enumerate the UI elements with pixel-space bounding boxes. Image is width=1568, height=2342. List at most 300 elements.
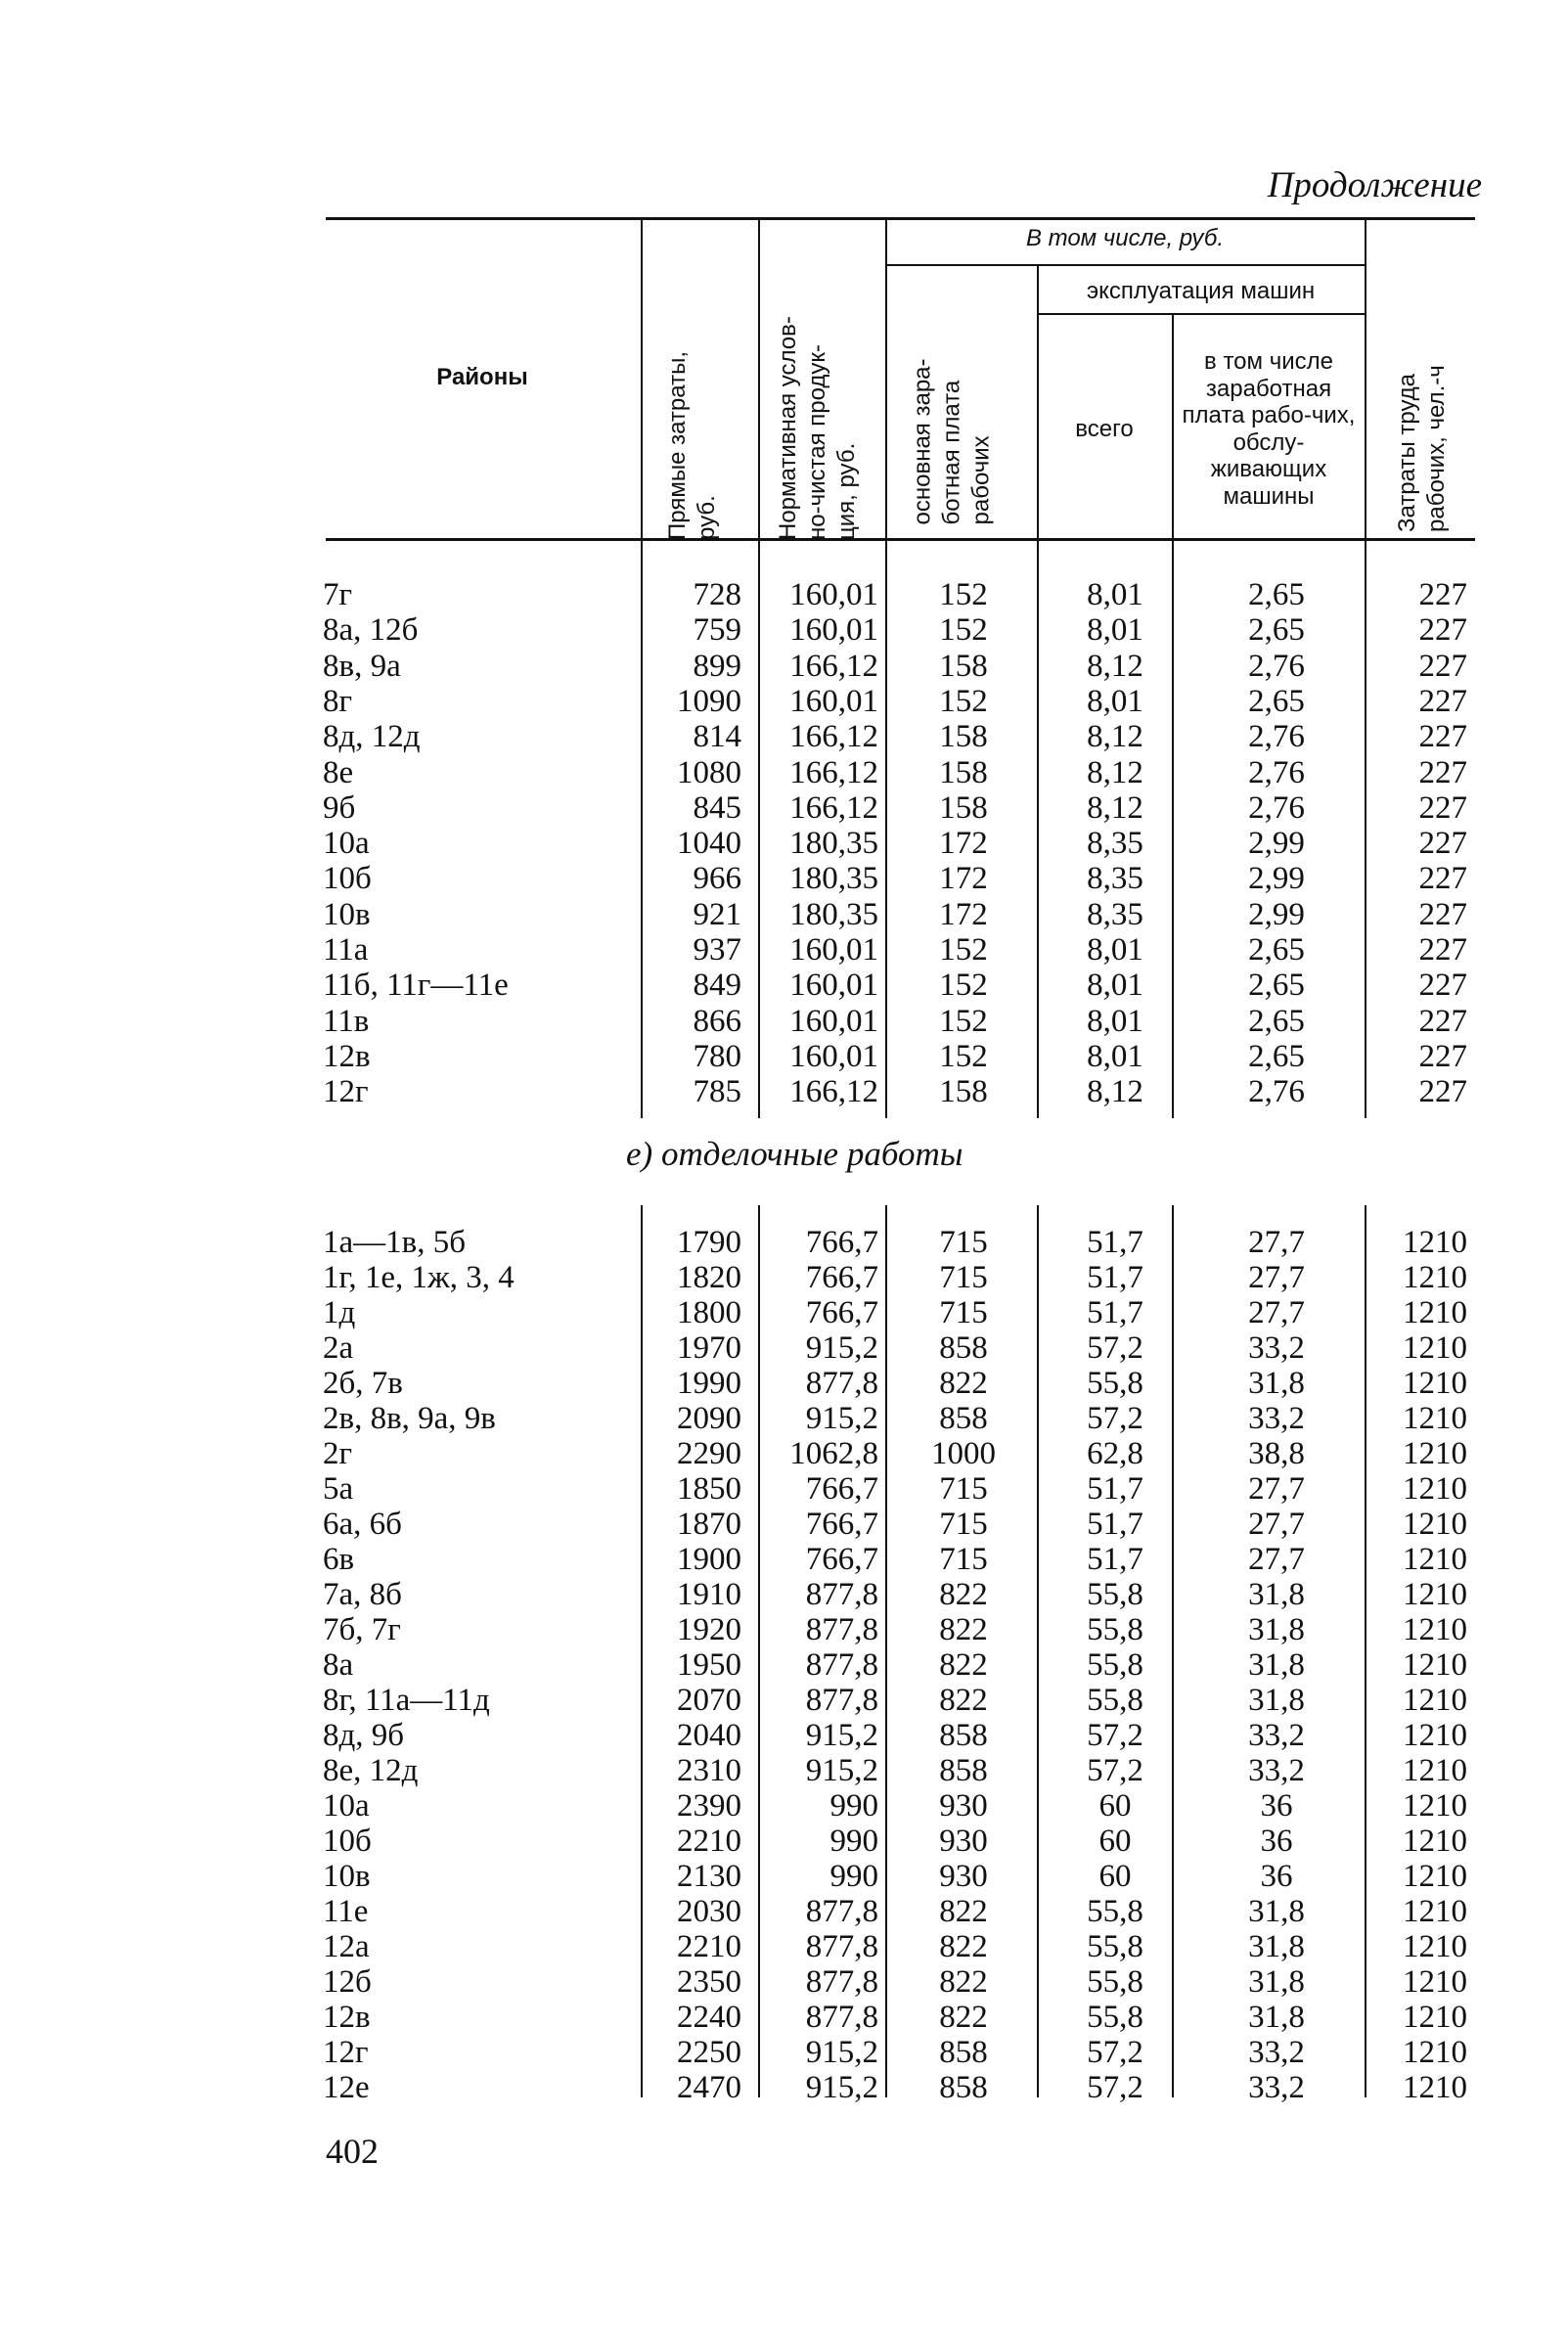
normative-output-cell: 915,2 [805, 1330, 878, 1366]
normative-output-cell: 766,7 [805, 1295, 878, 1330]
machine-wage-cell: 2,65 [1248, 612, 1305, 649]
labor-cell: 227 [1418, 648, 1467, 684]
machine-total-cell: 55,8 [1087, 1964, 1143, 2000]
base-wage-cell: 822 [939, 1683, 988, 1718]
labor-cell: 1210 [1403, 1471, 1467, 1507]
labor-cell: 1210 [1403, 1366, 1467, 1401]
table-row [0, 1507, 1568, 1542]
table-row [0, 612, 1568, 648]
normative-output-cell: 915,2 [805, 1753, 878, 1788]
machine-wage-cell: 2,65 [1248, 1038, 1305, 1074]
header-divider-1 [641, 217, 643, 538]
table-row [0, 897, 1568, 932]
direct-costs-cell: 759 [693, 612, 741, 649]
base-wage-cell: 158 [939, 719, 988, 755]
machine-wage-cell: 31,8 [1248, 1683, 1305, 1718]
base-wage-cell: 858 [939, 2070, 988, 2105]
table-row [0, 1366, 1568, 1401]
column-header-direct-costs: Прямые затраты, руб. [664, 351, 720, 540]
direct-costs-cell: 1990 [677, 1366, 741, 1401]
district-cell: 2г [323, 1436, 353, 1471]
labor-cell: 1210 [1403, 2035, 1467, 2070]
machine-total-cell: 8,12 [1087, 789, 1143, 826]
machine-total-cell: 57,2 [1087, 2035, 1143, 2070]
district-cell: 6а, 6б [323, 1507, 402, 1542]
normative-output-cell: 160,01 [789, 683, 878, 719]
machine-total-cell: 8,01 [1087, 932, 1143, 968]
machine-wage-cell: 2,99 [1248, 896, 1305, 932]
direct-costs-cell: 1920 [677, 1612, 741, 1647]
direct-costs-cell: 1910 [677, 1577, 741, 1612]
normative-output-cell: 877,8 [805, 1929, 878, 1964]
machine-wage-cell: 31,8 [1248, 1647, 1305, 1683]
direct-costs-cell: 1850 [677, 1471, 741, 1507]
table-row [0, 861, 1568, 896]
normative-output-cell: 915,2 [805, 1401, 878, 1436]
machine-total-cell: 8,12 [1087, 754, 1143, 790]
normative-output-cell: 990 [829, 1788, 878, 1824]
direct-costs-cell: 921 [693, 896, 741, 932]
machine-total-cell: 55,8 [1087, 1366, 1143, 1401]
direct-costs-cell: 2310 [677, 1753, 741, 1788]
table-row [0, 1471, 1568, 1507]
base-wage-cell: 858 [939, 1718, 988, 1753]
machine-wage-cell: 27,7 [1248, 1507, 1305, 1542]
district-cell: 10в [323, 896, 371, 932]
district-cell: 11в [323, 1003, 370, 1039]
machine-total-cell: 55,8 [1087, 1929, 1143, 1964]
district-cell: 1а—1в, 5б [323, 1225, 467, 1260]
direct-costs-cell: 2390 [677, 1788, 741, 1824]
base-wage-cell: 822 [939, 1894, 988, 1929]
normative-output-cell: 877,8 [805, 1647, 878, 1683]
base-wage-cell: 858 [939, 1753, 988, 1788]
district-cell: 8а [323, 1647, 354, 1683]
direct-costs-cell: 814 [693, 719, 741, 755]
machine-total-cell: 51,7 [1087, 1225, 1143, 1260]
normative-output-cell: 160,01 [789, 1003, 878, 1039]
table-row [0, 719, 1568, 754]
table-row [0, 1894, 1568, 1929]
table-top-rule [326, 217, 1475, 220]
base-wage-cell: 152 [939, 683, 988, 719]
machine-wage-cell: 27,7 [1248, 1471, 1305, 1507]
table-row [0, 932, 1568, 968]
base-wage-cell: 715 [939, 1471, 988, 1507]
base-wage-cell: 930 [939, 1859, 988, 1894]
normative-output-cell: 166,12 [789, 1074, 878, 1110]
normative-output-cell: 160,01 [789, 968, 878, 1004]
machine-wage-cell: 38,8 [1248, 1436, 1305, 1471]
district-cell: 10а [323, 1788, 370, 1824]
normative-output-cell: 166,12 [789, 719, 878, 755]
direct-costs-cell: 937 [693, 932, 741, 968]
machine-total-cell: 51,7 [1087, 1507, 1143, 1542]
machine-total-cell: 8,01 [1087, 1003, 1143, 1039]
machine-wage-cell: 27,7 [1248, 1260, 1305, 1295]
machine-total-cell: 51,7 [1087, 1542, 1143, 1577]
machine-wage-cell: 33,2 [1248, 2070, 1305, 2105]
table-row [0, 684, 1568, 719]
direct-costs-cell: 1790 [677, 1225, 741, 1260]
district-cell: 6в [323, 1542, 355, 1577]
column-header-machine-operation: эксплуатация машин [1086, 278, 1316, 304]
table-row [0, 1577, 1568, 1612]
district-cell: 8в, 9а [323, 648, 401, 684]
machine-total-cell: 8,01 [1087, 612, 1143, 649]
table-row [0, 790, 1568, 826]
machine-total-cell: 60 [1098, 1788, 1132, 1824]
table-row [0, 1330, 1568, 1366]
table-row [0, 1647, 1568, 1683]
base-wage-cell: 822 [939, 1612, 988, 1647]
column-header-total: всего [1075, 416, 1134, 442]
machine-total-cell: 8,01 [1087, 577, 1143, 612]
machine-wage-cell: 2,76 [1248, 719, 1305, 755]
direct-costs-cell: 899 [693, 648, 741, 684]
base-wage-cell: 152 [939, 577, 988, 612]
labor-cell: 227 [1418, 789, 1467, 826]
header-divider-5 [1172, 315, 1174, 538]
district-cell: 12в [323, 2000, 371, 2035]
direct-costs-cell: 1800 [677, 1295, 741, 1330]
machine-total-cell: 57,2 [1087, 2070, 1143, 2105]
machine-wage-cell: 36 [1260, 1859, 1293, 1894]
direct-costs-cell: 2030 [677, 1894, 741, 1929]
district-cell: 10а [323, 826, 370, 862]
district-cell: 10б [323, 1824, 372, 1859]
table-row [0, 1859, 1568, 1894]
direct-costs-cell: 2040 [677, 1718, 741, 1753]
direct-costs-cell: 1040 [677, 826, 741, 862]
normative-output-cell: 877,8 [805, 2000, 878, 2035]
machine-wage-cell: 27,7 [1248, 1225, 1305, 1260]
base-wage-cell: 715 [939, 1260, 988, 1295]
direct-costs-cell: 2130 [677, 1859, 741, 1894]
machines-underline [1037, 313, 1365, 315]
normative-output-cell: 166,12 [789, 648, 878, 684]
table-row [0, 1612, 1568, 1647]
table-row [0, 1401, 1568, 1436]
direct-costs-cell: 845 [693, 789, 741, 826]
labor-cell: 227 [1418, 826, 1467, 862]
machine-wage-cell: 27,7 [1248, 1542, 1305, 1577]
machine-total-cell: 8,12 [1087, 719, 1143, 755]
column-header-labor: Затраты труда рабочих, чел.-ч [1394, 365, 1450, 532]
machine-wage-cell: 31,8 [1248, 2000, 1305, 2035]
base-wage-cell: 1000 [931, 1436, 996, 1471]
district-cell: 12б [323, 1964, 372, 2000]
machine-wage-cell: 2,76 [1248, 1074, 1305, 1110]
base-wage-cell: 858 [939, 1330, 988, 1366]
table-row [0, 1788, 1568, 1824]
machine-total-cell: 8,12 [1087, 648, 1143, 684]
normative-output-cell: 160,01 [789, 577, 878, 612]
labor-cell: 227 [1418, 577, 1467, 612]
header-divider-4 [1037, 266, 1039, 538]
normative-output-cell: 180,35 [789, 861, 878, 897]
labor-cell: 1210 [1403, 1718, 1467, 1753]
machine-total-cell: 55,8 [1087, 2000, 1143, 2035]
column-header-including: В том числе, руб. [1025, 225, 1225, 251]
labor-cell: 227 [1418, 1003, 1467, 1039]
machine-wage-cell: 31,8 [1248, 1612, 1305, 1647]
base-wage-cell: 930 [939, 1788, 988, 1824]
district-cell: 8г [323, 683, 353, 719]
base-wage-cell: 822 [939, 1929, 988, 1964]
base-wage-cell: 152 [939, 968, 988, 1004]
direct-costs-cell: 1820 [677, 1260, 741, 1295]
machine-total-cell: 8,35 [1087, 861, 1143, 897]
normative-output-cell: 877,8 [805, 1612, 878, 1647]
base-wage-cell: 858 [939, 1401, 988, 1436]
direct-costs-cell: 2090 [677, 1401, 741, 1436]
labor-cell: 1210 [1403, 1683, 1467, 1718]
base-wage-cell: 822 [939, 1366, 988, 1401]
base-wage-cell: 152 [939, 1003, 988, 1039]
labor-cell: 1210 [1403, 1507, 1467, 1542]
machine-wage-cell: 36 [1260, 1788, 1293, 1824]
table-row [0, 1929, 1568, 1964]
base-wage-cell: 158 [939, 789, 988, 826]
machine-total-cell: 55,8 [1087, 1577, 1143, 1612]
labor-cell: 1210 [1403, 2070, 1467, 2105]
labor-cell: 1210 [1403, 1401, 1467, 1436]
machine-wage-cell: 31,8 [1248, 1366, 1305, 1401]
table-row [0, 1039, 1568, 1074]
machine-wage-cell: 33,2 [1248, 2035, 1305, 2070]
labor-cell: 1210 [1403, 1330, 1467, 1366]
normative-output-cell: 766,7 [805, 1225, 878, 1260]
district-cell: 7б, 7г [323, 1612, 401, 1647]
base-wage-cell: 152 [939, 932, 988, 968]
district-cell: 10б [323, 861, 372, 897]
machine-total-cell: 57,2 [1087, 1330, 1143, 1366]
table-row [0, 1824, 1568, 1859]
machine-total-cell: 8,01 [1087, 683, 1143, 719]
district-cell: 12г [323, 1074, 369, 1110]
machine-total-cell: 51,7 [1087, 1260, 1143, 1295]
table-row [0, 1260, 1568, 1295]
machine-wage-cell: 2,76 [1248, 648, 1305, 684]
district-cell: 8д, 12д [323, 719, 421, 755]
machine-wage-cell: 31,8 [1248, 1964, 1305, 2000]
table-row [0, 1295, 1568, 1330]
normative-output-cell: 180,35 [789, 826, 878, 862]
direct-costs-cell: 2210 [677, 1824, 741, 1859]
column-header-incl-wage: в том числе заработная плата рабо-чих, обслу-живающих машины [1182, 348, 1356, 510]
base-wage-cell: 858 [939, 2035, 988, 2070]
labor-cell: 1210 [1403, 1542, 1467, 1577]
machine-wage-cell: 2,76 [1248, 789, 1305, 826]
labor-cell: 1210 [1403, 1964, 1467, 2000]
labor-cell: 227 [1418, 612, 1467, 649]
direct-costs-cell: 2470 [677, 2070, 741, 2105]
machine-total-cell: 8,01 [1087, 968, 1143, 1004]
district-cell: 2а [323, 1330, 354, 1366]
normative-output-cell: 766,7 [805, 1542, 878, 1577]
labor-cell: 1210 [1403, 1929, 1467, 1964]
district-cell: 2в, 8в, 9а, 9в [323, 1401, 496, 1436]
table-row [0, 1074, 1568, 1109]
table-row [0, 1683, 1568, 1718]
machine-wage-cell: 33,2 [1248, 1718, 1305, 1753]
table-row [0, 1225, 1568, 1260]
direct-costs-cell: 2210 [677, 1929, 741, 1964]
labor-cell: 227 [1418, 1038, 1467, 1074]
machine-wage-cell: 2,65 [1248, 932, 1305, 968]
labor-cell: 1210 [1403, 1647, 1467, 1683]
labor-cell: 1210 [1403, 1612, 1467, 1647]
direct-costs-cell: 2350 [677, 1964, 741, 2000]
machine-total-cell: 55,8 [1087, 1683, 1143, 1718]
normative-output-cell: 766,7 [805, 1260, 878, 1295]
direct-costs-cell: 1080 [677, 754, 741, 790]
district-cell: 11е [323, 1894, 369, 1929]
machine-total-cell: 55,8 [1087, 1894, 1143, 1929]
header-divider-3 [885, 217, 887, 538]
labor-cell: 1210 [1403, 1225, 1467, 1260]
district-cell: 8е [323, 754, 354, 790]
labor-cell: 1210 [1403, 2000, 1467, 2035]
base-wage-cell: 172 [939, 861, 988, 897]
base-wage-cell: 158 [939, 1074, 988, 1110]
labor-cell: 1210 [1403, 1753, 1467, 1788]
base-wage-cell: 715 [939, 1542, 988, 1577]
direct-costs-cell: 2290 [677, 1436, 741, 1471]
machine-total-cell: 57,2 [1087, 1718, 1143, 1753]
base-wage-cell: 715 [939, 1225, 988, 1260]
normative-output-cell: 180,35 [789, 896, 878, 932]
labor-cell: 1210 [1403, 1859, 1467, 1894]
base-wage-cell: 158 [939, 648, 988, 684]
labor-cell: 227 [1418, 861, 1467, 897]
machine-wage-cell: 33,2 [1248, 1401, 1305, 1436]
labor-cell: 227 [1418, 896, 1467, 932]
labor-cell: 227 [1418, 932, 1467, 968]
district-cell: 8е, 12д [323, 1753, 419, 1788]
normative-output-cell: 160,01 [789, 1038, 878, 1074]
base-wage-cell: 715 [939, 1507, 988, 1542]
base-wage-cell: 172 [939, 896, 988, 932]
machine-wage-cell: 27,7 [1248, 1295, 1305, 1330]
machine-total-cell: 60 [1098, 1859, 1132, 1894]
district-cell: 10в [323, 1859, 371, 1894]
base-wage-cell: 822 [939, 1577, 988, 1612]
district-cell: 1г, 1е, 1ж, 3, 4 [323, 1260, 515, 1295]
district-cell: 7г [323, 577, 353, 612]
direct-costs-cell: 1970 [677, 1330, 741, 1366]
machine-total-cell: 51,7 [1087, 1295, 1143, 1330]
machine-wage-cell: 2,99 [1248, 861, 1305, 897]
district-cell: 8а, 12б [323, 612, 419, 649]
district-cell: 7а, 8б [323, 1577, 402, 1612]
continued-label: Продолжение [1267, 165, 1482, 205]
table-row [0, 1436, 1568, 1471]
direct-costs-cell: 780 [693, 1038, 741, 1074]
table-row [0, 1753, 1568, 1788]
column-header-district: Районы [436, 364, 528, 390]
base-wage-cell: 158 [939, 754, 988, 790]
direct-costs-cell: 1950 [677, 1647, 741, 1683]
district-cell: 12а [323, 1929, 370, 1964]
district-cell: 12г [323, 2035, 369, 2070]
machine-total-cell: 8,01 [1087, 1038, 1143, 1074]
labor-cell: 1210 [1403, 1824, 1467, 1859]
table-row [0, 1964, 1568, 2000]
normative-output-cell: 990 [829, 1859, 878, 1894]
direct-costs-cell: 1090 [677, 683, 741, 719]
district-cell: 9б [323, 789, 356, 826]
machine-wage-cell: 33,2 [1248, 1753, 1305, 1788]
base-wage-cell: 822 [939, 2000, 988, 2035]
header-divider-6 [1365, 217, 1366, 538]
normative-output-cell: 990 [829, 1824, 878, 1859]
machine-wage-cell: 31,8 [1248, 1894, 1305, 1929]
district-cell: 8д, 9б [323, 1718, 405, 1753]
machine-wage-cell: 2,65 [1248, 577, 1305, 612]
district-cell: 11б, 11г—11е [323, 968, 509, 1004]
machine-wage-cell: 2,65 [1248, 968, 1305, 1004]
district-cell: 8г, 11а—11д [323, 1683, 490, 1718]
header-bottom-rule [326, 538, 1475, 541]
table-row [0, 1718, 1568, 1753]
base-wage-cell: 822 [939, 1647, 988, 1683]
table-row [0, 755, 1568, 790]
normative-output-cell: 877,8 [805, 1894, 878, 1929]
base-wage-cell: 152 [939, 612, 988, 649]
normative-output-cell: 915,2 [805, 2035, 878, 2070]
table-row [0, 2000, 1568, 2035]
machine-wage-cell: 33,2 [1248, 1330, 1305, 1366]
direct-costs-cell: 2250 [677, 2035, 741, 2070]
machine-wage-cell: 2,76 [1248, 754, 1305, 790]
machine-total-cell: 57,2 [1087, 1753, 1143, 1788]
table-row [0, 826, 1568, 861]
labor-cell: 1210 [1403, 1260, 1467, 1295]
labor-cell: 227 [1418, 683, 1467, 719]
direct-costs-cell: 728 [693, 577, 741, 612]
base-wage-cell: 930 [939, 1824, 988, 1859]
labor-cell: 227 [1418, 1074, 1467, 1110]
district-cell: 12в [323, 1038, 371, 1074]
labor-cell: 1210 [1403, 1894, 1467, 1929]
machine-wage-cell: 2,65 [1248, 1003, 1305, 1039]
district-cell: 2б, 7в [323, 1366, 403, 1401]
table-row [0, 2070, 1568, 2105]
labor-cell: 1210 [1403, 1295, 1467, 1330]
labor-cell: 1210 [1403, 1436, 1467, 1471]
district-cell: 5а [323, 1471, 354, 1507]
table-row [0, 2035, 1568, 2070]
column-header-normative-output: Нормативная услов- но-чистая продук- ция, руб. [775, 316, 860, 540]
machine-total-cell: 8,35 [1087, 826, 1143, 862]
machine-total-cell: 55,8 [1087, 1612, 1143, 1647]
district-cell: 11а [323, 932, 369, 968]
normative-output-cell: 915,2 [805, 1718, 878, 1753]
table-row [0, 1004, 1568, 1039]
base-wage-cell: 715 [939, 1295, 988, 1330]
normative-output-cell: 877,8 [805, 1964, 878, 2000]
labor-cell: 1210 [1403, 1577, 1467, 1612]
direct-costs-cell: 866 [693, 1003, 741, 1039]
labor-cell: 227 [1418, 719, 1467, 755]
normative-output-cell: 766,7 [805, 1507, 878, 1542]
normative-output-cell: 877,8 [805, 1366, 878, 1401]
direct-costs-cell: 849 [693, 968, 741, 1004]
table-row [0, 968, 1568, 1003]
normative-output-cell: 766,7 [805, 1471, 878, 1507]
